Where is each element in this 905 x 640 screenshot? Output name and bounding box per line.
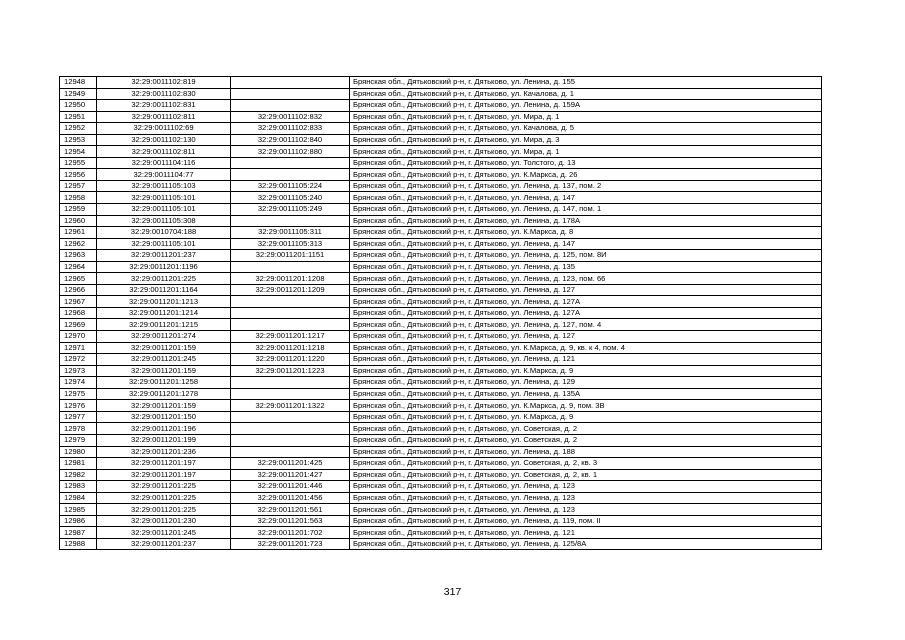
cadastral-number-cell: 32:29:0011105:101 (97, 192, 231, 204)
cadastral-number-cell: 32:29:0011105:308 (97, 215, 231, 227)
related-cadastral-cell (231, 100, 350, 112)
table-row (60, 538, 822, 550)
row-number-cell: 12952 (60, 123, 97, 135)
related-cadastral-cell: 32:29:0011201:563 (231, 515, 350, 527)
row-number-cell: 12950 (60, 100, 97, 112)
row-number-cell: 12969 (60, 319, 97, 331)
cadastral-number-cell: 32:29:0011201:197 (97, 458, 231, 470)
address-cell: Брянская обл., Дятьковский р-н, г. Дятьково, ул. К.Маркса, д. 9, кв. к 4, пом. 4 (350, 342, 822, 354)
address-cell: Брянская обл., Дятьковский р-н, г. Дятьково, ул. Ленина, д. 127А (350, 307, 822, 319)
row-number-cell: 12954 (60, 146, 97, 158)
table-row (60, 180, 822, 192)
cadastral-number-cell: 32:29:0011201:1278 (97, 388, 231, 400)
related-cadastral-cell: 32:29:0011201:1151 (231, 250, 350, 262)
address-cell: Брянская обл., Дятьковский р-н, г. Дятьково, ул. Ленина, д. 123 (350, 504, 822, 516)
cadastral-number-cell: 32:29:0011201:1258 (97, 377, 231, 389)
table-row (60, 446, 822, 458)
cadastral-number-cell: 32:29:0011201:159 (97, 400, 231, 412)
cadastral-number-cell: 32:29:0011201:237 (97, 538, 231, 550)
table-row (60, 296, 822, 308)
table-row (60, 88, 822, 100)
address-cell: Брянская обл., Дятьковский р-н, г. Дятьково, ул. К.Маркса, д. 9 (350, 411, 822, 423)
related-cadastral-cell: 32:29:0011201:427 (231, 469, 350, 481)
table-row (60, 400, 822, 412)
table-row (60, 146, 822, 158)
table-row (60, 481, 822, 493)
address-cell: Брянская обл., Дятьковский р-н, г. Дятьково, ул. Ленина, д. 123 (350, 492, 822, 504)
address-cell: Брянская обл., Дятьковский р-н, г. Дятьково, ул. Ленина, д. 147 (350, 238, 822, 250)
cadastral-number-cell: 32:29:0011201:245 (97, 527, 231, 539)
address-cell: Брянская обл., Дятьковский р-н, г. Дятьково, ул. Ленина, д. 121 (350, 527, 822, 539)
row-number-cell: 12960 (60, 215, 97, 227)
table-row (60, 238, 822, 250)
table-row (60, 157, 822, 169)
row-number-cell: 12956 (60, 169, 97, 181)
row-number-cell: 12962 (60, 238, 97, 250)
related-cadastral-cell: 32:29:0011201:1220 (231, 354, 350, 366)
related-cadastral-cell: 32:29:0011201:1322 (231, 400, 350, 412)
cadastral-number-cell: 32:29:0011201:1214 (97, 307, 231, 319)
row-number-cell: 12977 (60, 411, 97, 423)
related-cadastral-cell (231, 434, 350, 446)
cadastral-number-cell: 32:29:0011102:811 (97, 146, 231, 158)
address-cell: Брянская обл., Дятьковский р-н, г. Дятьково, ул. Советская, д. 2, кв. 3 (350, 458, 822, 470)
related-cadastral-cell: 32:29:0011201:723 (231, 538, 350, 550)
address-cell: Брянская обл., Дятьковский р-н, г. Дятьково, ул. Ленина, д. 155 (350, 77, 822, 89)
table-row (60, 504, 822, 516)
table-row (60, 227, 822, 239)
row-number-cell: 12979 (60, 434, 97, 446)
related-cadastral-cell: 32:29:0011105:249 (231, 204, 350, 216)
address-cell: Брянская обл., Дятьковский р-н, г. Дятьково, ул. Ленина, д. 127 (350, 284, 822, 296)
address-cell: Брянская обл., Дятьковский р-н, г. Дятьково, ул. Ленина, д. 178А (350, 215, 822, 227)
address-cell: Брянская обл., Дятьковский р-н, г. Дятьково, ул. Мира, д. 1 (350, 146, 822, 158)
row-number-cell: 12985 (60, 504, 97, 516)
address-cell: Брянская обл., Дятьковский р-н, г. Дятьково, ул. Толстого, д. 13 (350, 157, 822, 169)
address-cell: Брянская обл., Дятьковский р-н, г. Дятьково, ул. Качалова, д. 5 (350, 123, 822, 135)
table-row (60, 469, 822, 481)
row-number-cell: 12988 (60, 538, 97, 550)
address-cell: Брянская обл., Дятьковский р-н, г. Дятьково, ул. Качалова, д. 1 (350, 88, 822, 100)
cadastral-number-cell: 32:29:0011201:225 (97, 504, 231, 516)
table-row (60, 423, 822, 435)
row-number-cell: 12957 (60, 180, 97, 192)
row-number-cell: 12948 (60, 77, 97, 89)
address-cell: Брянская обл., Дятьковский р-н, г. Дятьково, ул. Ленина, д. 127, пом. 4 (350, 319, 822, 331)
row-number-cell: 12980 (60, 446, 97, 458)
cadastral-number-cell: 32:29:0011201:237 (97, 250, 231, 262)
address-cell: Брянская обл., Дятьковский р-н, г. Дятьково, ул. Ленина, д. 137, пом. 2 (350, 180, 822, 192)
table-row (60, 169, 822, 181)
row-number-cell: 12966 (60, 284, 97, 296)
row-number-cell: 12983 (60, 481, 97, 493)
address-cell: Брянская обл., Дятьковский р-н, г. Дятьково, ул. Мира, д. 3 (350, 134, 822, 146)
table-row (60, 388, 822, 400)
related-cadastral-cell (231, 157, 350, 169)
related-cadastral-cell: 32:29:0011105:224 (231, 180, 350, 192)
table-row (60, 458, 822, 470)
cadastral-number-cell: 32:29:0011201:159 (97, 365, 231, 377)
cadastral-number-cell: 32:29:0011105:103 (97, 180, 231, 192)
cadastral-number-cell: 32:29:0011201:197 (97, 469, 231, 481)
table-row (60, 319, 822, 331)
table-row (60, 250, 822, 262)
related-cadastral-cell (231, 377, 350, 389)
related-cadastral-cell (231, 215, 350, 227)
table-row (60, 123, 822, 135)
cadastral-number-cell: 32:29:0011102:830 (97, 88, 231, 100)
row-number-cell: 12951 (60, 111, 97, 123)
row-number-cell: 12974 (60, 377, 97, 389)
cadastral-number-cell: 32:29:0011201:230 (97, 515, 231, 527)
table-row (60, 354, 822, 366)
related-cadastral-cell: 32:29:0011201:702 (231, 527, 350, 539)
cadastral-number-cell: 32:29:0011102:69 (97, 123, 231, 135)
related-cadastral-cell (231, 307, 350, 319)
cadastral-number-cell: 32:29:0011201:225 (97, 273, 231, 285)
related-cadastral-cell: 32:29:0011201:1223 (231, 365, 350, 377)
records-table-body (60, 77, 822, 550)
related-cadastral-cell: 32:29:0011201:561 (231, 504, 350, 516)
address-cell: Брянская обл., Дятьковский р-н, г. Дятьково, ул. Ленина, д. 119, пом. II (350, 515, 822, 527)
records-table (59, 76, 822, 550)
cadastral-number-cell: 32:29:0011201:196 (97, 423, 231, 435)
row-number-cell: 12967 (60, 296, 97, 308)
row-number-cell: 12971 (60, 342, 97, 354)
address-cell: Брянская обл., Дятьковский р-н, г. Дятьково, ул. Ленина, д. 147 (350, 192, 822, 204)
table-row (60, 342, 822, 354)
cadastral-number-cell: 32:29:0011201:245 (97, 354, 231, 366)
table-row (60, 515, 822, 527)
address-cell: Брянская обл., Дятьковский р-н, г. Дятьково, ул. Ленина, д. 188 (350, 446, 822, 458)
table-row (60, 527, 822, 539)
table-row (60, 204, 822, 216)
related-cadastral-cell: 32:29:0011201:1217 (231, 331, 350, 343)
table-row (60, 492, 822, 504)
address-cell: Брянская обл., Дятьковский р-н, г. Дятьково, ул. Ленина, д. 123 (350, 481, 822, 493)
table-row (60, 307, 822, 319)
row-number-cell: 12949 (60, 88, 97, 100)
cadastral-number-cell: 32:29:0011104:116 (97, 157, 231, 169)
cadastral-number-cell: 32:29:0011201:236 (97, 446, 231, 458)
address-cell: Брянская обл., Дятьковский р-н, г. Дятьково, ул. Ленина, д. 125, пом. 8И (350, 250, 822, 262)
cadastral-number-cell: 32:29:0011102:831 (97, 100, 231, 112)
row-number-cell: 12964 (60, 261, 97, 273)
row-number-cell: 12963 (60, 250, 97, 262)
cadastral-number-cell: 32:29:0011201:225 (97, 492, 231, 504)
table-row (60, 77, 822, 89)
related-cadastral-cell: 32:29:0011102:880 (231, 146, 350, 158)
address-cell: Брянская обл., Дятьковский р-н, г. Дятьково, ул. Советская, д. 2, кв. 1 (350, 469, 822, 481)
row-number-cell: 12965 (60, 273, 97, 285)
row-number-cell: 12986 (60, 515, 97, 527)
related-cadastral-cell (231, 319, 350, 331)
address-cell: Брянская обл., Дятьковский р-н, г. Дятьково, ул. Ленина, д. 127А (350, 296, 822, 308)
cadastral-number-cell: 32:29:0011102:130 (97, 134, 231, 146)
related-cadastral-cell: 32:29:0011201:425 (231, 458, 350, 470)
cadastral-number-cell: 32:29:0011201:274 (97, 331, 231, 343)
cadastral-number-cell: 32:29:0011201:1215 (97, 319, 231, 331)
row-number-cell: 12982 (60, 469, 97, 481)
related-cadastral-cell (231, 296, 350, 308)
cadastral-number-cell: 32:29:0011105:101 (97, 204, 231, 216)
address-cell: Брянская обл., Дятьковский р-н, г. Дятьково, ул. Ленина, д. 127 (350, 331, 822, 343)
table-row (60, 134, 822, 146)
address-cell: Брянская обл., Дятьковский р-н, г. Дятьково, ул. Ленина, д. 159А (350, 100, 822, 112)
row-number-cell: 12987 (60, 527, 97, 539)
table-row (60, 215, 822, 227)
address-cell: Брянская обл., Дятьковский р-н, г. Дятьково, ул. К.Маркса, д. 9, пом. 3В (350, 400, 822, 412)
row-number-cell: 12981 (60, 458, 97, 470)
address-cell: Брянская обл., Дятьковский р-н, г. Дятьково, ул. Ленина, д. 135А (350, 388, 822, 400)
cadastral-number-cell: 32:29:0011105:101 (97, 238, 231, 250)
address-cell: Брянская обл., Дятьковский р-н, г. Дятьково, ул. Ленина, д. 125/8А (350, 538, 822, 550)
table-row (60, 411, 822, 423)
related-cadastral-cell (231, 388, 350, 400)
row-number-cell: 12973 (60, 365, 97, 377)
related-cadastral-cell: 32:29:0011201:446 (231, 481, 350, 493)
related-cadastral-cell: 32:29:0011102:832 (231, 111, 350, 123)
row-number-cell: 12970 (60, 331, 97, 343)
address-cell: Брянская обл., Дятьковский р-н, г. Дятьково, ул. К.Маркса, д. 9 (350, 365, 822, 377)
row-number-cell: 12961 (60, 227, 97, 239)
address-cell: Брянская обл., Дятьковский р-н, г. Дятьково, ул. Ленина, д. 121 (350, 354, 822, 366)
address-cell: Брянская обл., Дятьковский р-н, г. Дятьково, ул. Советская, д. 2 (350, 423, 822, 435)
related-cadastral-cell (231, 88, 350, 100)
cadastral-number-cell: 32:29:0011102:819 (97, 77, 231, 89)
address-cell: Брянская обл., Дятьковский р-н, г. Дятьково, ул. Ленина, д. 123, пом. 66 (350, 273, 822, 285)
related-cadastral-cell (231, 446, 350, 458)
cadastral-number-cell: 32:29:0011201:225 (97, 481, 231, 493)
related-cadastral-cell: 32:29:0011105:240 (231, 192, 350, 204)
row-number-cell: 12976 (60, 400, 97, 412)
table-row (60, 365, 822, 377)
cadastral-number-cell: 32:29:0011102:811 (97, 111, 231, 123)
cadastral-number-cell: 32:29:0011201:1164 (97, 284, 231, 296)
address-cell: Брянская обл., Дятьковский р-н, г. Дятьково, ул. Ленина, д. 147, пом. 1 (350, 204, 822, 216)
cadastral-number-cell: 32:29:0011201:1196 (97, 261, 231, 273)
related-cadastral-cell: 32:29:0011201:1208 (231, 273, 350, 285)
related-cadastral-cell: 32:29:0011105:311 (231, 227, 350, 239)
table-row (60, 434, 822, 446)
related-cadastral-cell (231, 411, 350, 423)
related-cadastral-cell (231, 261, 350, 273)
table-row (60, 100, 822, 112)
cadastral-number-cell: 32:29:0011201:199 (97, 434, 231, 446)
table-row (60, 377, 822, 389)
table-row (60, 331, 822, 343)
cadastral-number-cell: 32:29:0010704:188 (97, 227, 231, 239)
row-number-cell: 12958 (60, 192, 97, 204)
address-cell: Брянская обл., Дятьковский р-н, г. Дятьково, ул. Мира, д. 1 (350, 111, 822, 123)
row-number-cell: 12972 (60, 354, 97, 366)
table-row (60, 111, 822, 123)
page-number: 317 (443, 586, 462, 598)
row-number-cell: 12959 (60, 204, 97, 216)
table-row (60, 284, 822, 296)
related-cadastral-cell: 32:29:0011102:840 (231, 134, 350, 146)
row-number-cell: 12968 (60, 307, 97, 319)
table-row (60, 192, 822, 204)
related-cadastral-cell: 32:29:0011201:456 (231, 492, 350, 504)
row-number-cell: 12953 (60, 134, 97, 146)
address-cell: Брянская обл., Дятьковский р-н, г. Дятьково, ул. Ленина, д. 129 (350, 377, 822, 389)
related-cadastral-cell: 32:29:0011201:1209 (231, 284, 350, 296)
related-cadastral-cell: 32:29:0011102:833 (231, 123, 350, 135)
related-cadastral-cell (231, 423, 350, 435)
row-number-cell: 12955 (60, 157, 97, 169)
row-number-cell: 12978 (60, 423, 97, 435)
row-number-cell: 12975 (60, 388, 97, 400)
address-cell: Брянская обл., Дятьковский р-н, г. Дятьково, ул. Ленина, д. 135 (350, 261, 822, 273)
address-cell: Брянская обл., Дятьковский р-н, г. Дятьково, ул. К.Маркса, д. 8 (350, 227, 822, 239)
table-row (60, 261, 822, 273)
related-cadastral-cell (231, 169, 350, 181)
cadastral-number-cell: 32:29:0011104:77 (97, 169, 231, 181)
cadastral-number-cell: 32:29:0011201:1213 (97, 296, 231, 308)
cadastral-number-cell: 32:29:0011201:150 (97, 411, 231, 423)
cadastral-number-cell: 32:29:0011201:159 (97, 342, 231, 354)
table-row (60, 273, 822, 285)
related-cadastral-cell: 32:29:0011105:313 (231, 238, 350, 250)
related-cadastral-cell (231, 77, 350, 89)
row-number-cell: 12984 (60, 492, 97, 504)
related-cadastral-cell: 32:29:0011201:1218 (231, 342, 350, 354)
address-cell: Брянская обл., Дятьковский р-н, г. Дятьково, ул. К.Маркса, д. 26 (350, 169, 822, 181)
address-cell: Брянская обл., Дятьковский р-н, г. Дятьково, ул. Советская, д. 2 (350, 434, 822, 446)
